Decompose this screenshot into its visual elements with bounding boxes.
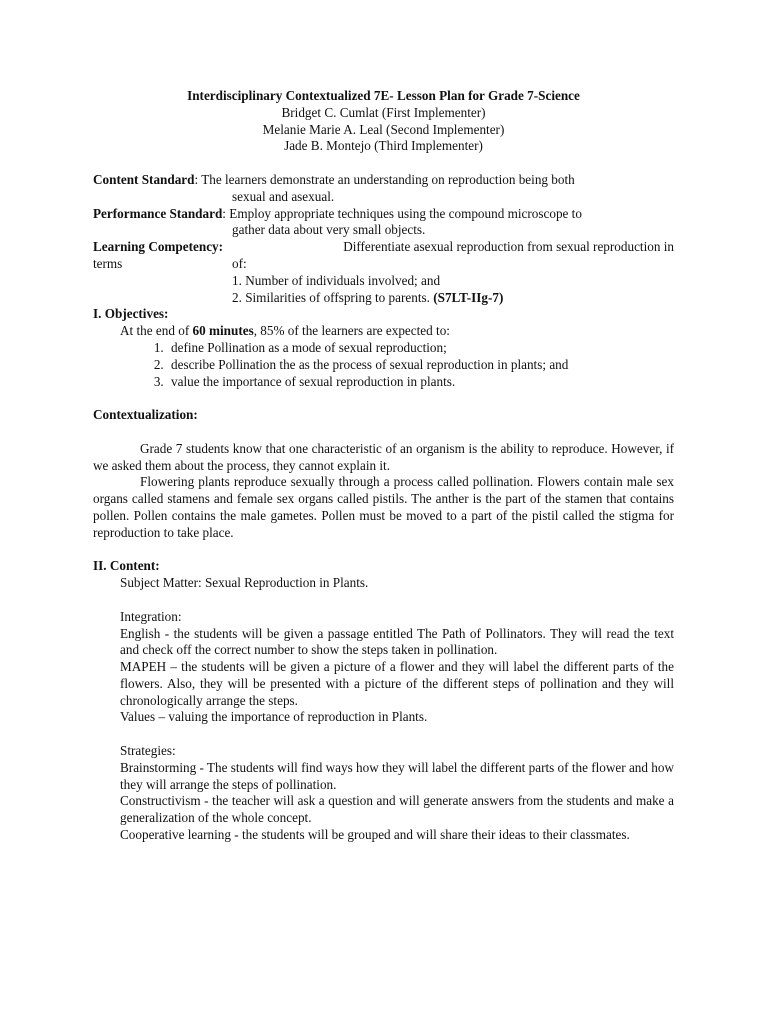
objectives-intro: At the end of 60 minutes, 85% of the learners are expected to: bbox=[120, 323, 450, 339]
objectives-section bbox=[93, 306, 674, 390]
objectives-heading: I. Objectives: bbox=[93, 306, 169, 322]
implementer-first: Bridget C. Cumlat (First Implementer) bbox=[281, 104, 486, 120]
list-item: 1. define Pollination as a mode of sexual reproduction; bbox=[167, 340, 674, 357]
learning-competency-of: of: bbox=[232, 255, 247, 271]
integration-mapeh: MAPEH – the students will be given a picture of a flower and they will label the different parts of the flowers. Also, they will be presented with a picture of the different steps of pollination and they will chronologically arrange the steps. bbox=[120, 659, 674, 708]
integration-english: English - the students will be given a passage entitled The Path of Pollinators. They will read the text and check off the correct number to show the steps taken in pollination. bbox=[120, 625, 674, 658]
implementer-second: Melanie Marie A. Leal (Second Implementer) bbox=[262, 121, 505, 137]
document-header bbox=[93, 88, 674, 155]
integration-heading: Integration: bbox=[120, 608, 182, 624]
content-standard-label: Content Standard bbox=[93, 171, 195, 187]
strategy-cooperative: Cooperative learning - the students will be grouped and will share their ideas to their classmates. bbox=[120, 827, 630, 843]
performance-standard bbox=[93, 206, 674, 240]
list-item: 2. describe Pollination the as the process of sexual reproduction in plants; and bbox=[167, 357, 674, 374]
implementer-third: Jade B. Montejo (Third Implementer) bbox=[284, 138, 483, 154]
objectives-duration: 60 minutes bbox=[192, 323, 254, 339]
integration-values: Values – valuing the importance of reproduction in Plants. bbox=[120, 709, 428, 725]
content-section bbox=[93, 558, 674, 844]
objectives-list bbox=[93, 340, 674, 390]
contextualization-paragraph-1: Grade 7 students know that one characteristic of an organism is the ability to reproduce. However, if we asked them about the process, they cannot explain it. bbox=[93, 440, 674, 473]
content-heading: II. Content: bbox=[93, 558, 160, 574]
competency-item-2: 2. Similarities of offspring to parents. (S7LT-IIg-7) bbox=[232, 289, 504, 305]
strategy-brainstorming: Brainstorming - The students will find ways how they will label the different parts of the flower and how they will arrange the steps of pollination. bbox=[120, 759, 675, 792]
performance-standard-text-cont: gather data about very small objects. bbox=[232, 222, 426, 238]
contextualization-heading: Contextualization: bbox=[93, 407, 198, 423]
performance-standard-label: Performance Standard bbox=[93, 205, 223, 221]
competency-code: (S7LT-IIg-7) bbox=[433, 289, 504, 305]
content-standard-text-cont: sexual and asexual. bbox=[232, 188, 335, 204]
list-item: 3. value the importance of sexual reproduction in plants. bbox=[167, 374, 674, 391]
subject-matter: Subject Matter: Sexual Reproduction in Plants. bbox=[120, 575, 369, 591]
strategy-constructivism: Constructivism - the teacher will ask a question and will generate answers from the students and make a generalization of the whole concept. bbox=[120, 793, 674, 826]
learning-competency-label: Learning Competency: bbox=[93, 239, 224, 255]
learning-competency-text: Differentiate asexual reproduction from sexual reproduction in bbox=[343, 239, 674, 255]
strategies-heading: Strategies: bbox=[120, 743, 176, 759]
contextualization-section bbox=[93, 407, 674, 541]
content-standard bbox=[93, 172, 674, 206]
learning-competency-terms: terms bbox=[93, 255, 123, 271]
contextualization-paragraph-2: Flowering plants reproduce sexually through a process called pollination. Flowers contain male sex organs called stamens and female sex organs called pistils. The anther is the part of the stamen that contains pollen. Pollen contains the male gametes. Pollen must be moved to a part of the pistil called the stigma for reproduction to take place. bbox=[93, 474, 674, 540]
performance-standard-text: : Employ appropriate techniques using the compound microscope to bbox=[222, 205, 582, 221]
document-title: Interdisciplinary Contextualized 7E- Lesson Plan for Grade 7-Science bbox=[187, 88, 580, 103]
competency-item-1: 1. Number of individuals involved; and bbox=[232, 272, 441, 288]
learning-competency bbox=[93, 239, 674, 306]
content-standard-text: : The learners demonstrate an understanding on reproduction being both bbox=[194, 171, 575, 187]
